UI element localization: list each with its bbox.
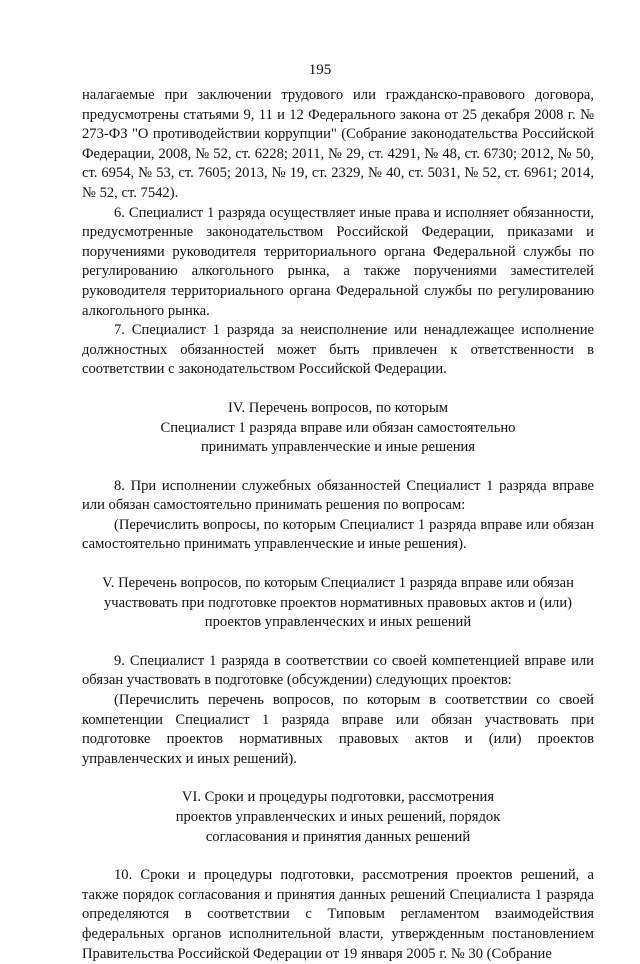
paragraph-continuation: налагаемые при заключении трудового или гражданско-правового договора, предусмотрены статьями 9, 11 и 12 Федерального закона от 25 декабря 2008 г. № 273-ФЗ "О противодействии коррупции" (Собрание законодательства Российской Федерации, 2008, № 52, ст. 6228; 2011, № 29, ст. 4291, № 48, ст. 6730; 2012, № 50, ст. 6954, № 53, ст. 7605; 2013, № 19, ст. 2329, № 40, ст. 5031, № 52, ст. 6961; 2014, № 52, ст. 7542). bbox=[82, 87, 594, 201]
section-heading-5 bbox=[82, 574, 594, 633]
heading-line: Специалист 1 разряда вправе или обязан самостоятельно bbox=[160, 419, 516, 436]
heading-line: принимать управленческие и иные решения bbox=[200, 439, 476, 456]
document-body bbox=[82, 86, 594, 964]
heading-line: проектов управленческих и иных решений bbox=[204, 614, 472, 631]
heading-line: V. Перечень вопросов, по которым Специалист 1 разряда вправе или обязан bbox=[102, 575, 574, 592]
section-heading-6 bbox=[82, 788, 594, 847]
heading-line: IV. Перечень вопросов, по которым bbox=[227, 399, 449, 416]
paragraph-8: 8. При исполнении служебных обязанностей Специалист 1 разряда вправе или обязан самостоятельно принимать решения по вопросам: bbox=[82, 477, 594, 514]
section-heading-4 bbox=[82, 399, 594, 458]
paragraph-6: 6. Специалист 1 разряда осуществляет иные права и исполняет обязанности, предусмотренные законодательством Российской Федерации, приказами и поручениями руководителя территориального органа Федеральной службы по регулированию алкогольного рынка, а также поручениями заместителей руководителя территориального органа Федеральной службы по регулированию алкогольного рынка. bbox=[82, 204, 594, 319]
paragraph-9: 9. Специалист 1 разряда в соответствии со своей компетенцией вправе или обязан участвовать в подготовке (обсуждении) следующих проектов: bbox=[82, 652, 594, 689]
heading-line: VI. Сроки и процедуры подготовки, рассмотрения bbox=[181, 789, 495, 806]
paragraph-9-note: (Перечислить перечень вопросов, по которым в соответствии со своей компетенции Специалист 1 разряда вправе или обязан участвовать при подготовке проектов нормативных правовых актов и (или) проектов управленческих и иных решений). bbox=[82, 692, 594, 767]
paragraph-7: 7. Специалист 1 разряда за неисполнение или ненадлежащее исполнение должностных обязанностей может быть привлечен к ответственности в соответствии с законодательством Российской Федерации. bbox=[82, 322, 594, 378]
heading-line: согласования и принятия данных решений bbox=[205, 828, 471, 845]
paragraph-8-note: (Перечислить вопросы, по которым Специалист 1 разряда вправе или обязан самостоятельно принимать управленческие и иные решения). bbox=[82, 516, 594, 553]
heading-line: проектов управленческих и иных решений, порядок bbox=[175, 809, 501, 825]
heading-line: участвовать при подготовке проектов нормативных правовых актов и (или) bbox=[104, 594, 572, 611]
paragraph-10: 10. Сроки и процедуры подготовки, рассмотрения проектов решений, а также порядок согласования и принятия данных решений Специалиста 1 разряда определяются в соответствии с Типовым регламентом взаимодействия федеральных органов исполнительной власти, утвержденным постановлением Правительства Российской Федерации от 19 января 2005 г. № 30 (Собрание bbox=[82, 867, 594, 962]
page-number: 195 bbox=[308, 62, 332, 78]
